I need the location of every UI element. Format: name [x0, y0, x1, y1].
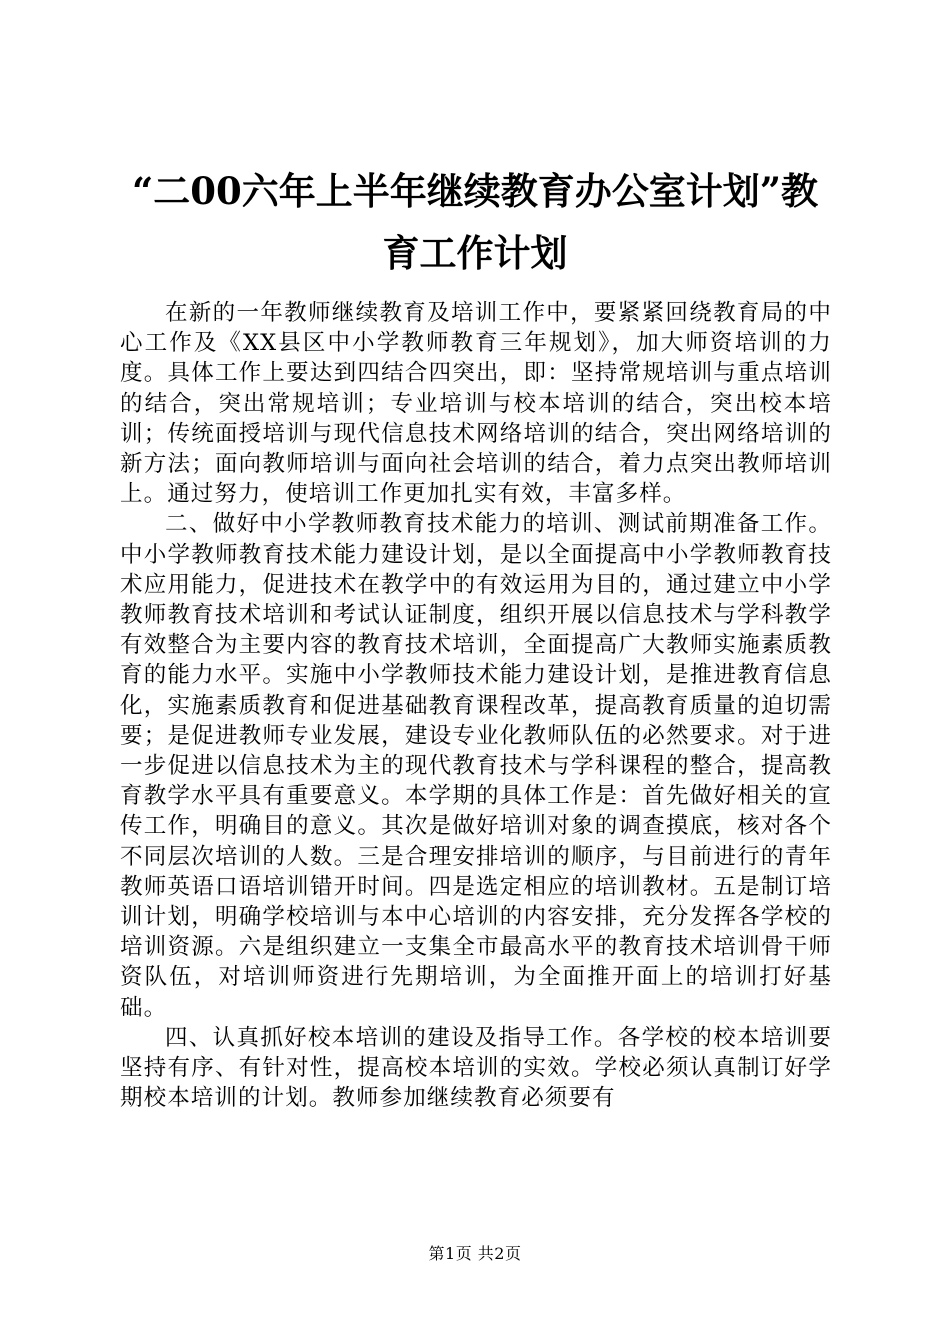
paragraph: 二、做好中小学教师教育技术能力的培训、测试前期准备工作。中小学教师教育技术能力建设计划，是以全面提高中小学教师教育技术应用能力，促进技术在教学中的有效运用为目的，通过建立中小学教师教育技术培训和考试认证制度，组织开展以信息技术与学科教学有效整合为主要内容的教育技术培训，全面提高广大教师实施素质教育的能力水平。实施中小学教师技术能力建设计划，是推进教育信息化，实施素质教育和促进基础教育课程改革，提高教育质量的迫切需要；是促进教师专业发展，建设专业化教师队伍的必然要求。对于进一步促进以信息技术为主的现代教育技术与学科课程的整合，提高教育教学水平具有重要意义。本学期的具体工作是：首先做好相关的宣传工作，明确目的意义。其次是做好培训对象的调查摸底，核对各个不同层次培训的人数。三是合理安排培训的顺序，与目前进行的青年教师英语口语培训错开时间。四是选定相应的培训教材。五是制订培训计划，明确学校培训与本中心培训的内容安排，充分发挥各学校的培训资源。六是组织建立一支集全市最高水平的教育技术培训骨干师资队伍，对培训师资进行先期培训，为全面推开面上的培训打好基础。 [120, 511, 832, 1021]
document-body [120, 298, 832, 1113]
page-title: “二00六年上半年继续教育办公室计划”教育工作计划 [131, 169, 819, 275]
page-number-footer: 第1页 共2页 [428, 1244, 522, 1263]
paragraph: 在新的一年教师继续教育及培训工作中，要紧紧回绕教育局的中心工作及《XX县区中小学教师教育三年规划》，加大师资培训的力度。具体工作上要达到四结合四突出，即：坚持常规培训与重点培训的结合，突出常规培训；专业培训与校本培训的结合，突出校本培训；传统面授培训与现代信息技术网络培训的结合，突出网络培训的新方法；面向教师培训与面向社会培训的结合，着力点突出教师培训上。通过努力，使培训工作更加扎实有效，丰富多样。 [120, 300, 832, 508]
paragraph: 四、认真抓好校本培训的建设及指导工作。各学校的校本培训要坚持有序、有针对性，提高校本培训的实效。学校必须认真制订好学期校本培训的计划。教师参加继续教育必须要有 [120, 1024, 832, 1112]
